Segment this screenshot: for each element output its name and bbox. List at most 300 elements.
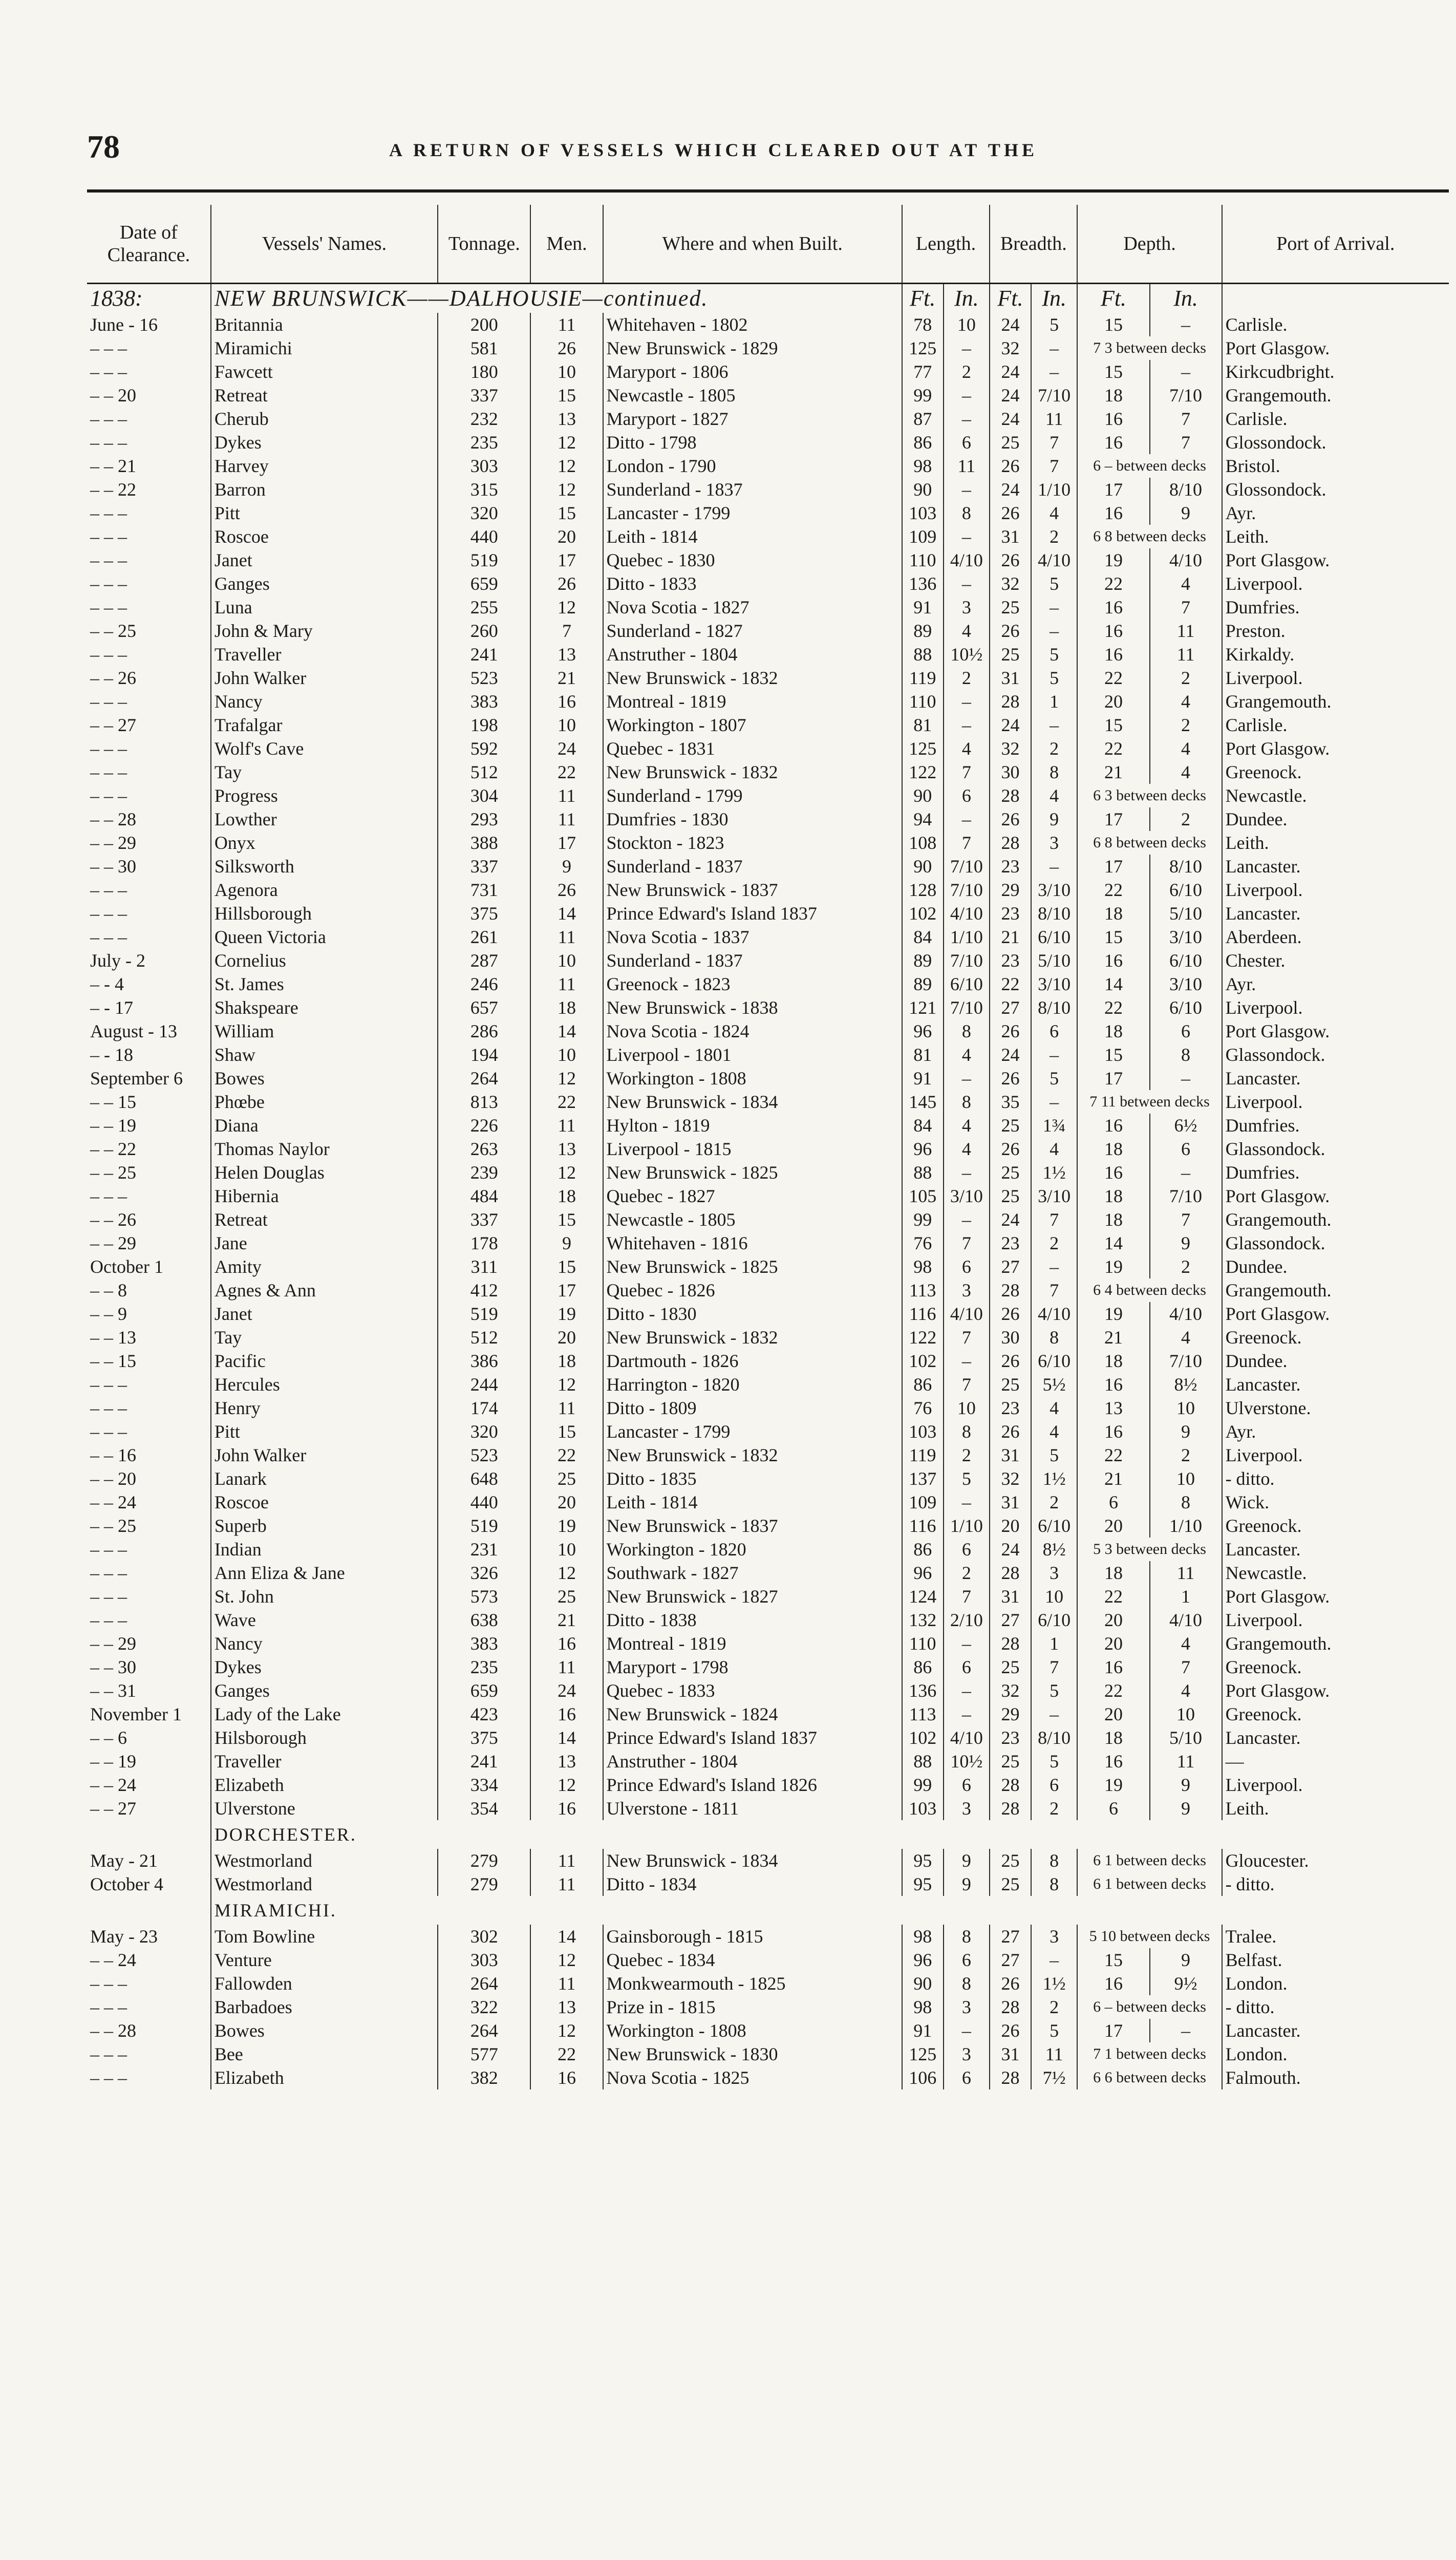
length-in-cell: 10	[944, 1396, 990, 1420]
length-ft-cell: 91	[902, 2019, 944, 2042]
breadth-ft-cell: 24	[990, 407, 1031, 431]
depth-ft-cell: 15	[1077, 313, 1149, 336]
tonnage-cell: 264	[438, 1972, 530, 1995]
table-row	[87, 1972, 1449, 1995]
length-ft-cell: 99	[902, 1773, 944, 1797]
built-cell: Quebec - 1827	[603, 1184, 902, 1208]
tonnage-cell: 279	[438, 1849, 530, 1872]
depth-ft-cell: 19	[1077, 1302, 1149, 1326]
men-cell: 13	[530, 1750, 603, 1773]
date-cell: June - 16	[90, 314, 158, 335]
built-cell: Quebec - 1833	[603, 1679, 902, 1702]
men-cell: 16	[530, 2066, 603, 2089]
length-in-cell: 8	[944, 1019, 990, 1043]
tonnage-cell: 440	[438, 1490, 530, 1514]
length-in-cell: –	[944, 1702, 990, 1726]
port-cell: Liverpool.	[1222, 1090, 1449, 1114]
built-cell: Nova Scotia - 1827	[603, 595, 902, 619]
date-cell: – – –	[90, 785, 127, 806]
men-cell: 15	[530, 1420, 603, 1443]
date-cell: – – 27	[90, 1798, 136, 1819]
men-cell: 11	[530, 925, 603, 949]
tonnage-cell: 386	[438, 1349, 530, 1373]
table-row	[87, 2019, 1449, 2042]
built-cell: Harrington - 1820	[603, 1373, 902, 1396]
men-cell: 21	[530, 1608, 603, 1632]
vessel-name-cell: Westmorland	[211, 1872, 438, 1896]
length-ft-cell: 95	[902, 1849, 944, 1872]
length-ft-cell: 90	[902, 855, 944, 878]
tonnage-cell: 174	[438, 1396, 530, 1420]
table-row	[87, 1561, 1449, 1585]
built-cell: Dumfries - 1830	[603, 807, 902, 831]
vessel-name-cell: Indian	[211, 1538, 438, 1561]
depth-ft-cell: 19	[1077, 1773, 1149, 1797]
breadth-in-cell: 6/10	[1031, 1349, 1078, 1373]
vessel-name-cell: Venture	[211, 1948, 438, 1972]
length-in-cell: 4	[944, 619, 990, 643]
depth-ft-cell: 16	[1077, 1161, 1149, 1184]
header-breadth: Breadth.	[990, 205, 1077, 284]
length-ft-cell: 88	[902, 1161, 944, 1184]
built-cell: Sunderland - 1837	[603, 478, 902, 501]
vessel-name-cell: Amity	[211, 1255, 438, 1278]
built-cell: Quebec - 1826	[603, 1278, 902, 1302]
vessel-name-cell: Bowes	[211, 2019, 438, 2042]
breadth-in-cell: 1½	[1031, 1161, 1078, 1184]
breadth-in-cell: 5	[1031, 666, 1078, 690]
unit-breadth-ft: Ft.	[990, 284, 1031, 313]
built-cell: Anstruther - 1804	[603, 1750, 902, 1773]
port-cell: Ayr.	[1222, 972, 1449, 996]
depth-in-cell: 3/10	[1150, 925, 1222, 949]
date-cell: – – 19	[90, 1751, 136, 1772]
men-cell: 22	[530, 2042, 603, 2066]
length-ft-cell: 116	[902, 1514, 944, 1538]
table-body	[87, 284, 1449, 2090]
length-in-cell: –	[944, 478, 990, 501]
length-in-cell: –	[944, 383, 990, 407]
table-row	[87, 1161, 1449, 1184]
breadth-in-cell: 7	[1031, 1208, 1078, 1231]
length-in-cell: –	[944, 713, 990, 737]
depth-ft-cell: 17	[1077, 478, 1149, 501]
vessel-name-cell: Pitt	[211, 501, 438, 525]
vessel-name-cell: Fawcett	[211, 360, 438, 383]
length-in-cell: 8	[944, 1925, 990, 1948]
depth-ft-cell: 6	[1077, 1797, 1149, 1820]
vessel-name-cell: Traveller	[211, 1750, 438, 1773]
vessel-name-cell: John Walker	[211, 1443, 438, 1467]
vessel-name-cell: Dykes	[211, 431, 438, 454]
table-row	[87, 902, 1449, 925]
men-cell: 18	[530, 996, 603, 1019]
vessel-name-cell: Miramichi	[211, 336, 438, 360]
breadth-ft-cell: 25	[990, 1849, 1031, 1872]
section-title: DORCHESTER.	[211, 1820, 1449, 1849]
depth-in-cell: 11	[1150, 1750, 1222, 1773]
table-row	[87, 336, 1449, 360]
table-row	[87, 666, 1449, 690]
length-ft-cell: 88	[902, 1750, 944, 1773]
port-cell: Chester.	[1222, 949, 1449, 972]
date-cell: – – –	[90, 597, 127, 617]
length-ft-cell: 113	[902, 1278, 944, 1302]
depth-in-cell: 7/10	[1150, 1184, 1222, 1208]
date-cell: – – 24	[90, 1492, 136, 1512]
built-cell: Ulverstone - 1811	[603, 1797, 902, 1820]
depth-ft-cell: 5 10 between decks	[1077, 1925, 1222, 1948]
built-cell: Prince Edward's Island 1837	[603, 902, 902, 925]
breadth-ft-cell: 25	[990, 1655, 1031, 1679]
depth-in-cell: 6/10	[1150, 996, 1222, 1019]
port-cell: Liverpool.	[1222, 878, 1449, 902]
depth-ft-cell: 6 4 between decks	[1077, 1278, 1222, 1302]
breadth-ft-cell: 25	[990, 431, 1031, 454]
built-cell: Ditto - 1833	[603, 572, 902, 595]
length-ft-cell: 86	[902, 1655, 944, 1679]
breadth-in-cell: 5	[1031, 1443, 1078, 1467]
tonnage-cell: 592	[438, 737, 530, 760]
depth-in-cell: 9	[1150, 1420, 1222, 1443]
unit-length-in: In.	[944, 284, 990, 313]
breadth-in-cell: 9	[1031, 807, 1078, 831]
vessel-name-cell: Thomas Naylor	[211, 1137, 438, 1161]
date-cell: – – –	[90, 1186, 127, 1206]
breadth-in-cell: 6	[1031, 1019, 1078, 1043]
port-cell: Glassondock.	[1222, 1231, 1449, 1255]
table-row	[87, 1373, 1449, 1396]
breadth-ft-cell: 24	[990, 313, 1031, 336]
length-ft-cell: 89	[902, 972, 944, 996]
breadth-ft-cell: 25	[990, 1373, 1031, 1396]
tonnage-cell: 241	[438, 643, 530, 666]
depth-in-cell: 9	[1150, 1948, 1222, 1972]
depth-ft-cell: 16	[1077, 1373, 1149, 1396]
depth-in-cell: 1	[1150, 1585, 1222, 1608]
depth-in-cell: 7/10	[1150, 1349, 1222, 1373]
date-cell: – – –	[90, 432, 127, 453]
breadth-ft-cell: 26	[990, 1066, 1031, 1090]
port-cell: Ulverstone.	[1222, 1396, 1449, 1420]
built-cell: Nova Scotia - 1824	[603, 1019, 902, 1043]
depth-in-cell: 4	[1150, 1632, 1222, 1655]
port-cell: Glossondock.	[1222, 431, 1449, 454]
date-cell: – – –	[90, 1398, 127, 1418]
vessel-name-cell: Ann Eliza & Jane	[211, 1561, 438, 1585]
length-ft-cell: 77	[902, 360, 944, 383]
table-row	[87, 1608, 1449, 1632]
vessels-table	[87, 205, 1449, 2089]
men-cell: 10	[530, 713, 603, 737]
date-cell: – – –	[90, 903, 127, 924]
breadth-in-cell: 5/10	[1031, 949, 1078, 972]
length-ft-cell: 76	[902, 1396, 944, 1420]
breadth-ft-cell: 24	[990, 1043, 1031, 1066]
date-cell: October 1	[90, 1256, 163, 1277]
depth-ft-cell: 6 1 between decks	[1077, 1872, 1222, 1896]
vessel-name-cell: Silksworth	[211, 855, 438, 878]
men-cell: 20	[530, 1490, 603, 1514]
date-cell: – – –	[90, 1421, 127, 1442]
men-cell: 10	[530, 1538, 603, 1561]
vessel-name-cell: Diana	[211, 1114, 438, 1137]
breadth-ft-cell: 29	[990, 1702, 1031, 1726]
depth-in-cell: 7	[1150, 1208, 1222, 1231]
length-in-cell: 5	[944, 1467, 990, 1490]
breadth-in-cell: 3/10	[1031, 878, 1078, 902]
built-cell: Liverpool - 1801	[603, 1043, 902, 1066]
length-ft-cell: 108	[902, 831, 944, 855]
length-in-cell: 9	[944, 1849, 990, 1872]
tonnage-cell: 577	[438, 2042, 530, 2066]
depth-in-cell: 2	[1150, 1255, 1222, 1278]
depth-ft-cell: 16	[1077, 1655, 1149, 1679]
depth-in-cell: 4	[1150, 1326, 1222, 1349]
depth-ft-cell: 20	[1077, 1632, 1149, 1655]
vessel-name-cell: Hibernia	[211, 1184, 438, 1208]
breadth-ft-cell: 25	[990, 595, 1031, 619]
tonnage-cell: 512	[438, 1326, 530, 1349]
length-in-cell: 6	[944, 431, 990, 454]
port-cell: Greenock.	[1222, 1514, 1449, 1538]
depth-ft-cell: 15	[1077, 1043, 1149, 1066]
length-in-cell: 6	[944, 2066, 990, 2089]
breadth-ft-cell: 23	[990, 1726, 1031, 1750]
men-cell: 14	[530, 1726, 603, 1750]
table-row	[87, 1208, 1449, 1231]
date-cell: – – 8	[90, 1280, 127, 1300]
depth-in-cell: 4	[1150, 737, 1222, 760]
date-cell: – - 18	[90, 1044, 133, 1065]
depth-ft-cell: 16	[1077, 1972, 1149, 1995]
tonnage-cell: 239	[438, 1161, 530, 1184]
depth-in-cell: 10	[1150, 1702, 1222, 1726]
port-cell: Belfast.	[1222, 1948, 1449, 1972]
breadth-ft-cell: 24	[990, 1208, 1031, 1231]
depth-in-cell: 11	[1150, 643, 1222, 666]
length-in-cell: 2	[944, 360, 990, 383]
port-cell: Liverpool.	[1222, 1773, 1449, 1797]
depth-ft-cell: 18	[1077, 1726, 1149, 1750]
depth-in-cell: 5/10	[1150, 902, 1222, 925]
depth-ft-cell: 18	[1077, 383, 1149, 407]
depth-in-cell: 4	[1150, 1679, 1222, 1702]
built-cell: New Brunswick - 1825	[603, 1161, 902, 1184]
tonnage-cell: 512	[438, 760, 530, 784]
vessel-name-cell: Bowes	[211, 1066, 438, 1090]
tonnage-cell: 311	[438, 1255, 530, 1278]
title-rule	[87, 189, 1449, 193]
built-cell: New Brunswick - 1837	[603, 1514, 902, 1538]
vessel-name-cell: Helen Douglas	[211, 1161, 438, 1184]
port-cell: Newcastle.	[1222, 784, 1449, 807]
date-cell: – – 9	[90, 1304, 127, 1324]
tonnage-cell: 382	[438, 2066, 530, 2089]
breadth-in-cell: 5	[1031, 1679, 1078, 1702]
length-ft-cell: 125	[902, 2042, 944, 2066]
port-cell: Bristol.	[1222, 454, 1449, 478]
breadth-ft-cell: 32	[990, 336, 1031, 360]
tonnage-cell: 375	[438, 1726, 530, 1750]
breadth-ft-cell: 24	[990, 713, 1031, 737]
length-ft-cell: 99	[902, 383, 944, 407]
length-ft-cell: 90	[902, 1972, 944, 1995]
breadth-ft-cell: 26	[990, 501, 1031, 525]
table-row	[87, 1255, 1449, 1278]
breadth-in-cell: 5	[1031, 1066, 1078, 1090]
vessel-name-cell: Hillsborough	[211, 902, 438, 925]
breadth-in-cell: 1½	[1031, 1467, 1078, 1490]
breadth-ft-cell: 30	[990, 1326, 1031, 1349]
breadth-ft-cell: 32	[990, 737, 1031, 760]
breadth-ft-cell: 31	[990, 1585, 1031, 1608]
length-in-cell: 6	[944, 1773, 990, 1797]
breadth-in-cell: 4/10	[1031, 1302, 1078, 1326]
length-ft-cell: 116	[902, 1302, 944, 1326]
length-in-cell: 3/10	[944, 1184, 990, 1208]
date-cell: – – 26	[90, 668, 136, 688]
breadth-in-cell: 6/10	[1031, 1608, 1078, 1632]
built-cell: Ditto - 1838	[603, 1608, 902, 1632]
depth-in-cell: 7	[1150, 595, 1222, 619]
tonnage-cell: 303	[438, 454, 530, 478]
vessel-name-cell: Barron	[211, 478, 438, 501]
tonnage-cell: 198	[438, 713, 530, 737]
breadth-ft-cell: 31	[990, 666, 1031, 690]
breadth-ft-cell: 25	[990, 1114, 1031, 1137]
built-cell: Maryport - 1827	[603, 407, 902, 431]
length-ft-cell: 89	[902, 949, 944, 972]
length-in-cell: 6	[944, 1538, 990, 1561]
breadth-ft-cell: 35	[990, 1090, 1031, 1114]
men-cell: 12	[530, 431, 603, 454]
vessel-name-cell: Westmorland	[211, 1849, 438, 1872]
length-in-cell: 7	[944, 831, 990, 855]
date-cell: July - 2	[90, 950, 145, 971]
breadth-ft-cell: 32	[990, 572, 1031, 595]
built-cell: Ditto - 1835	[603, 1467, 902, 1490]
length-in-cell: 10	[944, 313, 990, 336]
date-cell: October 4	[90, 1874, 163, 1894]
depth-in-cell: 11	[1150, 619, 1222, 643]
tonnage-cell: 226	[438, 1114, 530, 1137]
breadth-ft-cell: 27	[990, 1925, 1031, 1948]
length-in-cell: –	[944, 1161, 990, 1184]
date-cell: – – –	[90, 1973, 127, 1994]
men-cell: 15	[530, 1255, 603, 1278]
depth-ft-cell: 22	[1077, 1585, 1149, 1608]
table-row	[87, 1467, 1449, 1490]
breadth-in-cell: 2	[1031, 737, 1078, 760]
built-cell: Quebec - 1830	[603, 548, 902, 572]
tonnage-cell: 235	[438, 1655, 530, 1679]
port-cell: Leith.	[1222, 525, 1449, 548]
vessel-name-cell: Shaw	[211, 1043, 438, 1066]
breadth-ft-cell: 26	[990, 1137, 1031, 1161]
length-in-cell: –	[944, 1679, 990, 1702]
port-cell: Dundee.	[1222, 1349, 1449, 1373]
length-ft-cell: 103	[902, 1797, 944, 1820]
built-cell: Quebec - 1834	[603, 1948, 902, 1972]
port-cell: Port Glasgow.	[1222, 336, 1449, 360]
vessel-name-cell: Pitt	[211, 1420, 438, 1443]
page-title: A RETURN OF VESSELS WHICH CLEARED OUT AT THE	[389, 140, 1038, 160]
length-in-cell: 3	[944, 2042, 990, 2066]
built-cell: New Brunswick - 1834	[603, 1090, 902, 1114]
length-ft-cell: 84	[902, 1114, 944, 1137]
vessel-name-cell: Cornelius	[211, 949, 438, 972]
breadth-in-cell: 4	[1031, 501, 1078, 525]
table-row	[87, 1302, 1449, 1326]
tonnage-cell: 287	[438, 949, 530, 972]
breadth-ft-cell: 24	[990, 383, 1031, 407]
breadth-in-cell: 7	[1031, 1655, 1078, 1679]
depth-ft-cell: 13	[1077, 1396, 1149, 1420]
depth-in-cell: 5/10	[1150, 1726, 1222, 1750]
date-cell: – – 20	[90, 1468, 136, 1489]
men-cell: 24	[530, 1679, 603, 1702]
breadth-ft-cell: 23	[990, 1396, 1031, 1420]
men-cell: 11	[530, 313, 603, 336]
table-row	[87, 1849, 1449, 1872]
built-cell: London - 1790	[603, 454, 902, 478]
men-cell: 16	[530, 1632, 603, 1655]
port-cell: London.	[1222, 2042, 1449, 2066]
depth-in-cell: 9	[1150, 1797, 1222, 1820]
vessel-name-cell: Onyx	[211, 831, 438, 855]
depth-ft-cell: 15	[1077, 925, 1149, 949]
breadth-ft-cell: 32	[990, 1679, 1031, 1702]
breadth-in-cell: 5	[1031, 643, 1078, 666]
length-ft-cell: 91	[902, 1066, 944, 1090]
depth-in-cell: 4/10	[1150, 1608, 1222, 1632]
table-row	[87, 1278, 1449, 1302]
table-row	[87, 1490, 1449, 1514]
vessel-name-cell: Janet	[211, 1302, 438, 1326]
port-cell: Greenock.	[1222, 1326, 1449, 1349]
depth-in-cell: 9½	[1150, 1972, 1222, 1995]
length-in-cell: 4/10	[944, 1302, 990, 1326]
length-ft-cell: 109	[902, 1490, 944, 1514]
vessel-name-cell: Progress	[211, 784, 438, 807]
length-ft-cell: 96	[902, 1561, 944, 1585]
built-cell: Monkwearmouth - 1825	[603, 1972, 902, 1995]
table-row	[87, 1090, 1449, 1114]
length-in-cell: 3	[944, 1278, 990, 1302]
table-row	[87, 1326, 1449, 1349]
depth-ft-cell: 6 – between decks	[1077, 454, 1222, 478]
date-cell: – - 4	[90, 974, 124, 994]
breadth-in-cell: 1½	[1031, 1972, 1078, 1995]
depth-ft-cell: 16	[1077, 501, 1149, 525]
built-cell: New Brunswick - 1832	[603, 1443, 902, 1467]
depth-in-cell: 6	[1150, 1137, 1222, 1161]
length-ft-cell: 113	[902, 1702, 944, 1726]
breadth-in-cell: 8	[1031, 1326, 1078, 1349]
tonnage-cell: 326	[438, 1561, 530, 1585]
depth-ft-cell: 20	[1077, 1702, 1149, 1726]
breadth-ft-cell: 20	[990, 1514, 1031, 1538]
length-ft-cell: 128	[902, 878, 944, 902]
year-label: 1838:	[90, 286, 143, 311]
men-cell: 11	[530, 1396, 603, 1420]
depth-in-cell: 8/10	[1150, 478, 1222, 501]
tonnage-cell: 261	[438, 925, 530, 949]
vessel-name-cell: Agnes & Ann	[211, 1278, 438, 1302]
table-row	[87, 1184, 1449, 1208]
depth-in-cell: 7	[1150, 407, 1222, 431]
